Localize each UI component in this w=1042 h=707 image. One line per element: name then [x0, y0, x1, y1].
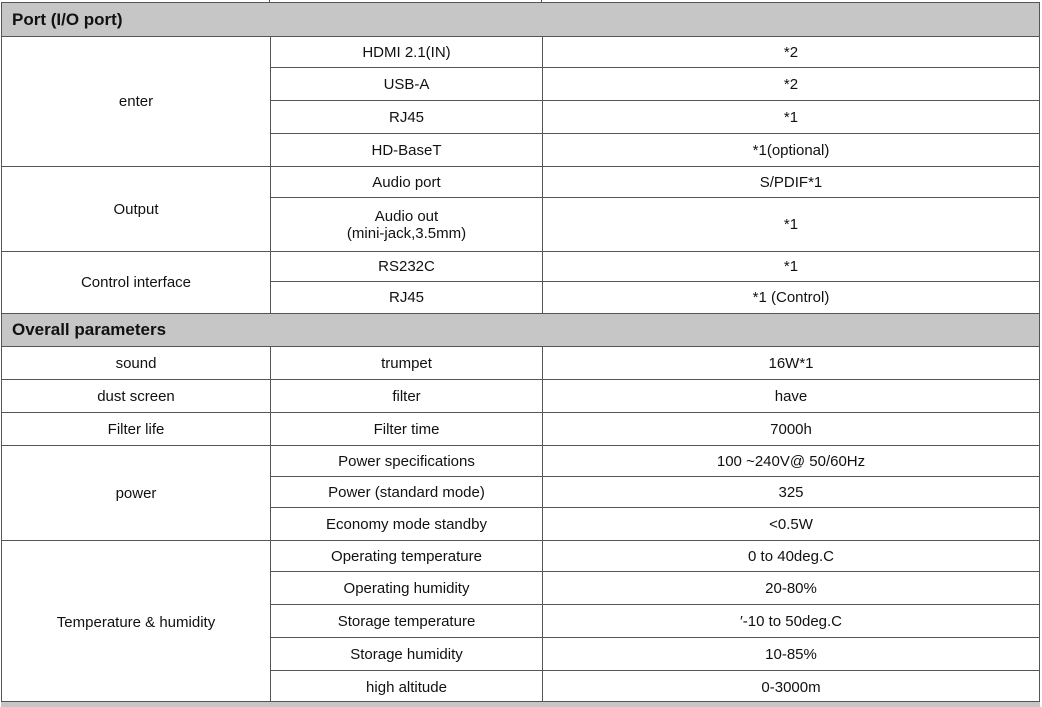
- row-value: *1 (Control): [543, 282, 1040, 314]
- next-section-header-edge: [1, 701, 1040, 707]
- row-value: *1: [543, 252, 1040, 282]
- row-name: HDMI 2.1(IN): [271, 37, 543, 68]
- row-name: RJ45: [271, 101, 543, 134]
- row-value: *1(optional): [543, 134, 1040, 167]
- table-row: [2, 541, 1040, 572]
- row-name: Economy mode standby: [271, 508, 543, 541]
- row-value: *1: [543, 198, 1040, 252]
- group-label-enter: enter: [2, 37, 271, 167]
- row-name: Storage humidity: [271, 638, 543, 671]
- row-value: *2: [543, 37, 1040, 68]
- row-value: *1: [543, 101, 1040, 134]
- row-value: 16W*1: [543, 347, 1040, 380]
- row-name: Power specifications: [271, 446, 543, 477]
- row-value: ′-10 to 50deg.C: [543, 605, 1040, 638]
- row-name-line: (mini-jack,3.5mm): [346, 224, 467, 242]
- group-label-sound: sound: [2, 347, 271, 380]
- row-value: S/PDIF*1: [543, 167, 1040, 198]
- row-value: 0 to 40deg.C: [543, 541, 1040, 572]
- row-value: have: [543, 380, 1040, 413]
- group-label-output: Output: [2, 167, 271, 252]
- row-name: filter: [271, 380, 543, 413]
- row-name: Audio port: [271, 167, 543, 198]
- row-name: RS232C: [271, 252, 543, 282]
- group-label-control: Control interface: [2, 252, 271, 314]
- row-name: RJ45: [271, 282, 543, 314]
- section-header-io: [2, 3, 1040, 37]
- row-value: 100 ~240V@ 50/60Hz: [543, 446, 1040, 477]
- group-label-filter-life: Filter life: [2, 413, 271, 446]
- table-row: [2, 413, 1040, 446]
- row-name: Operating humidity: [271, 572, 543, 605]
- table-row: [2, 380, 1040, 413]
- row-name: HD-BaseT: [271, 134, 543, 167]
- row-name: Operating temperature: [271, 541, 543, 572]
- row-name: Storage temperature: [271, 605, 543, 638]
- group-label-dust-screen: dust screen: [2, 380, 271, 413]
- row-name: Power (standard mode): [271, 477, 543, 508]
- row-name: [271, 198, 543, 252]
- row-value: 20-80%: [543, 572, 1040, 605]
- section-title-io: Port (I/O port): [2, 3, 1040, 37]
- row-name: trumpet: [271, 347, 543, 380]
- section-header-overall: [2, 314, 1040, 347]
- row-name-line: Audio out: [374, 207, 439, 225]
- row-name: USB-A: [271, 68, 543, 101]
- group-label-power: power: [2, 446, 271, 541]
- table-row: [2, 252, 1040, 282]
- row-name: high altitude: [271, 671, 543, 704]
- row-value: 325: [543, 477, 1040, 508]
- row-value: 0-3000m: [543, 671, 1040, 704]
- table-row: [2, 37, 1040, 68]
- section-title-overall: Overall parameters: [2, 314, 1040, 347]
- row-name: Filter time: [271, 413, 543, 446]
- table-row: [2, 347, 1040, 380]
- row-value: *2: [543, 68, 1040, 101]
- row-value: 10-85%: [543, 638, 1040, 671]
- row-value: <0.5W: [543, 508, 1040, 541]
- table-row: [2, 167, 1040, 198]
- table-row: [2, 446, 1040, 477]
- row-value: 7000h: [543, 413, 1040, 446]
- group-label-temperature-humidity: Temperature & humidity: [2, 541, 271, 704]
- spec-table: [1, 2, 1040, 704]
